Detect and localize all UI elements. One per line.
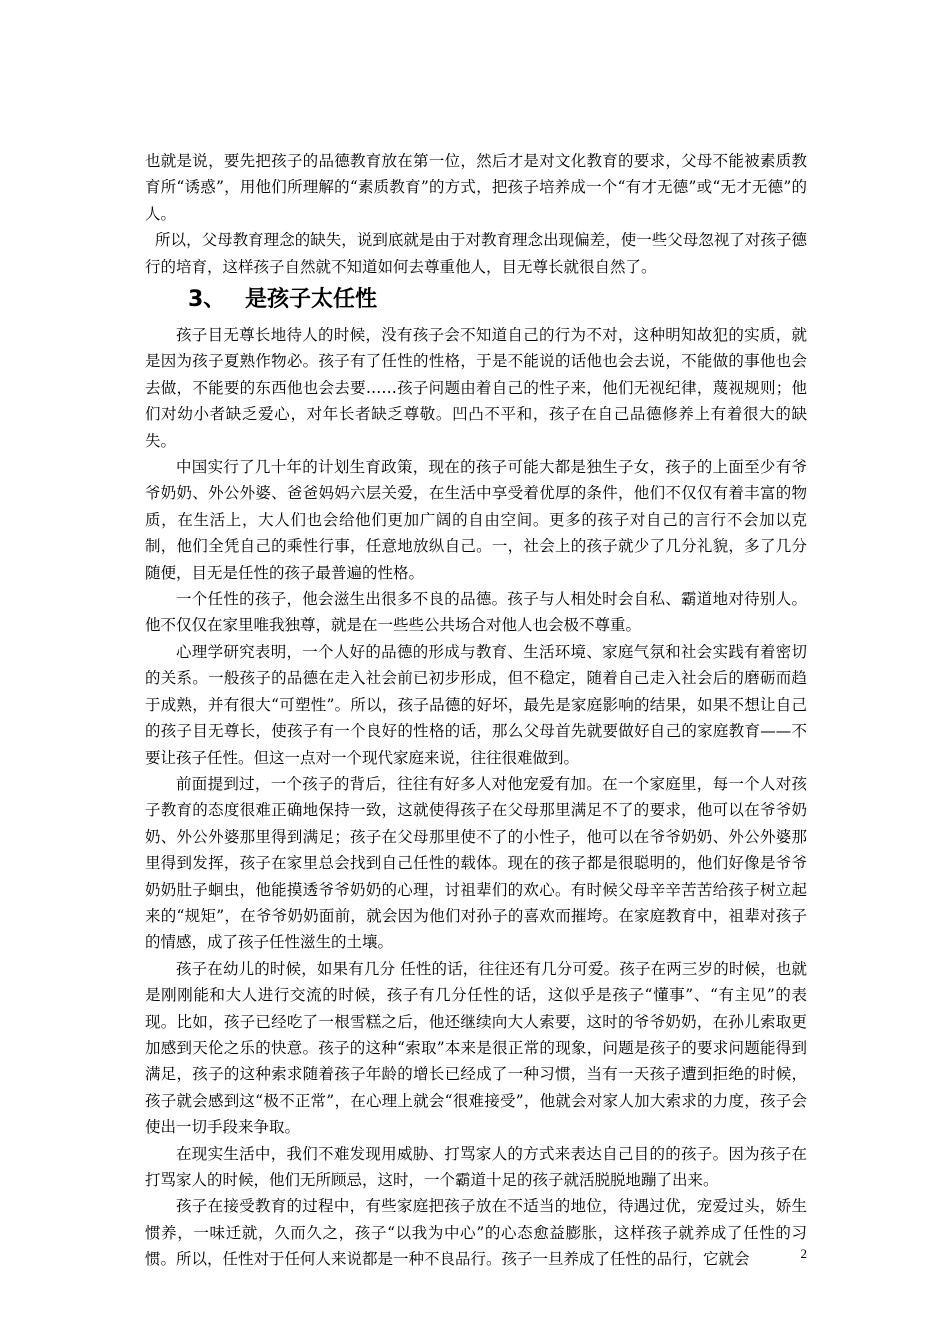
page-number: 2 — [800, 1246, 807, 1261]
body-paragraph: 中国实行了几十年的计划生育政策，现在的孩子可能大都是独生子女，孩子的上面至少有爷爷奶奶、外公外婆、爸爸妈妈六层关爱，在生活中享受着优厚的条件，他们不仅仅有着丰富的物质，在生活上，大人们也会给他们更加广阔的自由空间。更多的孩子对自己的言行不会加以克制，他们全凭自己的乘性行事，任意地放纵自己。一，社会上的孩子就少了几分礼貌，多了几分随便，目无是任性的孩子最普遍的性格。 — [145, 458, 807, 582]
body-paragraph: 孩子在幼儿的时候，如果有几分 任性的话，往往还有几分可爱。孩子在两三岁的时候，也就是刚刚能和大人进行交流的时候，孩子有几分任性的话，这似乎是孩子“懂事”、“有主见”的表现。比如，孩子已经吃了一根雪糕之后，他还继续向大人索要，这时的爷爷奶奶，在孙儿索取更加感到天伦之乐的快意。孩子的这种“索取”本来是很正常的现象，问题是孩子的要求问题能得到满足，孩子的这种索求随着孩子年龄的增长已经成了一种习惯，当有一天孩子遭到拒绝的时候，孩子就会感到这“极不正常”，在心理上就会“很难接受”，他就会对家人加大索求的力度，孩子会使出一切手段来争取。 — [145, 959, 807, 1137]
body-paragraph: 一个任性的孩子，他会滋生出很多不良的品德。孩子与人相处时会自私、霸道地对待别人。他不仅仅在家里唯我独尊，就是在一些些公共场合对他人也会极不尊重。 — [145, 590, 807, 635]
section-body — [145, 322, 807, 1273]
intro-paragraph: 所以，父母教育理念的缺失，说到底就是由于对教育理念出现偏差，使一些父母忽视了对孩子德行的培育，这样孩子自然就不知道如何去尊重他人，目无尊长就很自然了。 — [145, 231, 807, 276]
body-paragraph: 心理学研究表明，一个人好的品德的形成与教育、生活环境、家庭气氛和社会实践有着密切的关系。一般孩子的品德在走入社会前已初步形成，但不稳定，随着自己走入社会后的磨砺而趋于成熟，并有很大“可塑性”。所以，孩子品德的好坏，最先是家庭影响的结果，如果不想让自己的孩子目无尊长，使孩子有一个良好的性格的话，那么父母首先就要做好自己的家庭教育——不要让孩子任性。但这一点对一个现代家庭来说，往往很难做到。 — [145, 642, 807, 767]
body-paragraph: 前面提到过，一个孩子的背后，往往有好多人对他宠爱有加。在一个家庭里，每一个人对孩子教育的态度很难正确地保持一致，这就使得孩子在父母那里满足不了的要求，他可以在爷爷奶奶、外公外婆那里得到满足；孩子在父母那里使不了的小性子，他可以在爷爷奶奶、外公外婆那里得到发挥，孩子在家里总会找到自己任性的载体。现在的孩子都是很聪明的，他们好像是爷爷奶奶肚子蛔虫，他能摸透爷爷奶奶的心理，讨祖辈们的欢心。有时候父母辛辛苦苦给孩子树立起来的“规矩”，在爷爷奶奶面前，就会因为他们对孙子的喜欢而摧垮。在家庭教育中，祖辈对孩子的情感，成了孩子任性滋生的土壤。 — [145, 774, 807, 952]
intro-text-block — [145, 148, 807, 280]
body-paragraph: 在现实生活中，我们不难发现用威胁、打骂家人的方式来表达自己目的的孩子。因为孩子在打骂家人的时候，他们无所顾忌，这时，一个霸道十足的孩子就活脱脱地蹦了出来。 — [145, 1144, 807, 1189]
intro-paragraph: 也就是说，要先把孩子的品德教育放在第一位，然后才是对文化教育的要求，父母不能被素质教育所“诱惑”，用他们所理解的“素质教育”的方式，把孩子培养成一个“有才无德”或“无才无德”的人。 — [145, 152, 807, 223]
section-heading — [188, 284, 377, 316]
section-title: 是孩子太任性 — [245, 287, 378, 312]
body-paragraph: 孩子目无尊长地待人的时候，没有孩子会不知道自己的行为不对，这种明知故犯的实质，就是因为孩子夏熟作物必。孩子有了任性的性格，于是不能说的话他也会去说，不能做的事他也会去做，不能要的东西他也会去要……孩子问题由着自己的性子来，他们无视纪律，蔑视规则；他们对幼小者缺乏爱心，对年长者缺乏尊敬。凹凸不平和，孩子在自己品德修养上有着很大的缺失。 — [145, 326, 807, 450]
body-paragraph: 孩子在接受教育的过程中，有些家庭把孩子放在不适当的地位，待遇过优，宠爱过头，娇生惯养，一味迁就，久而久之，孩子“以我为中心”的心态愈益膨胀，这样孩子就养成了任性的习惯。所以，任性对于任何人来说都是一种不良品行。孩子一旦养成了任性的品行，它就会 — [145, 1197, 807, 1269]
section-number: 3、 — [188, 287, 226, 312]
